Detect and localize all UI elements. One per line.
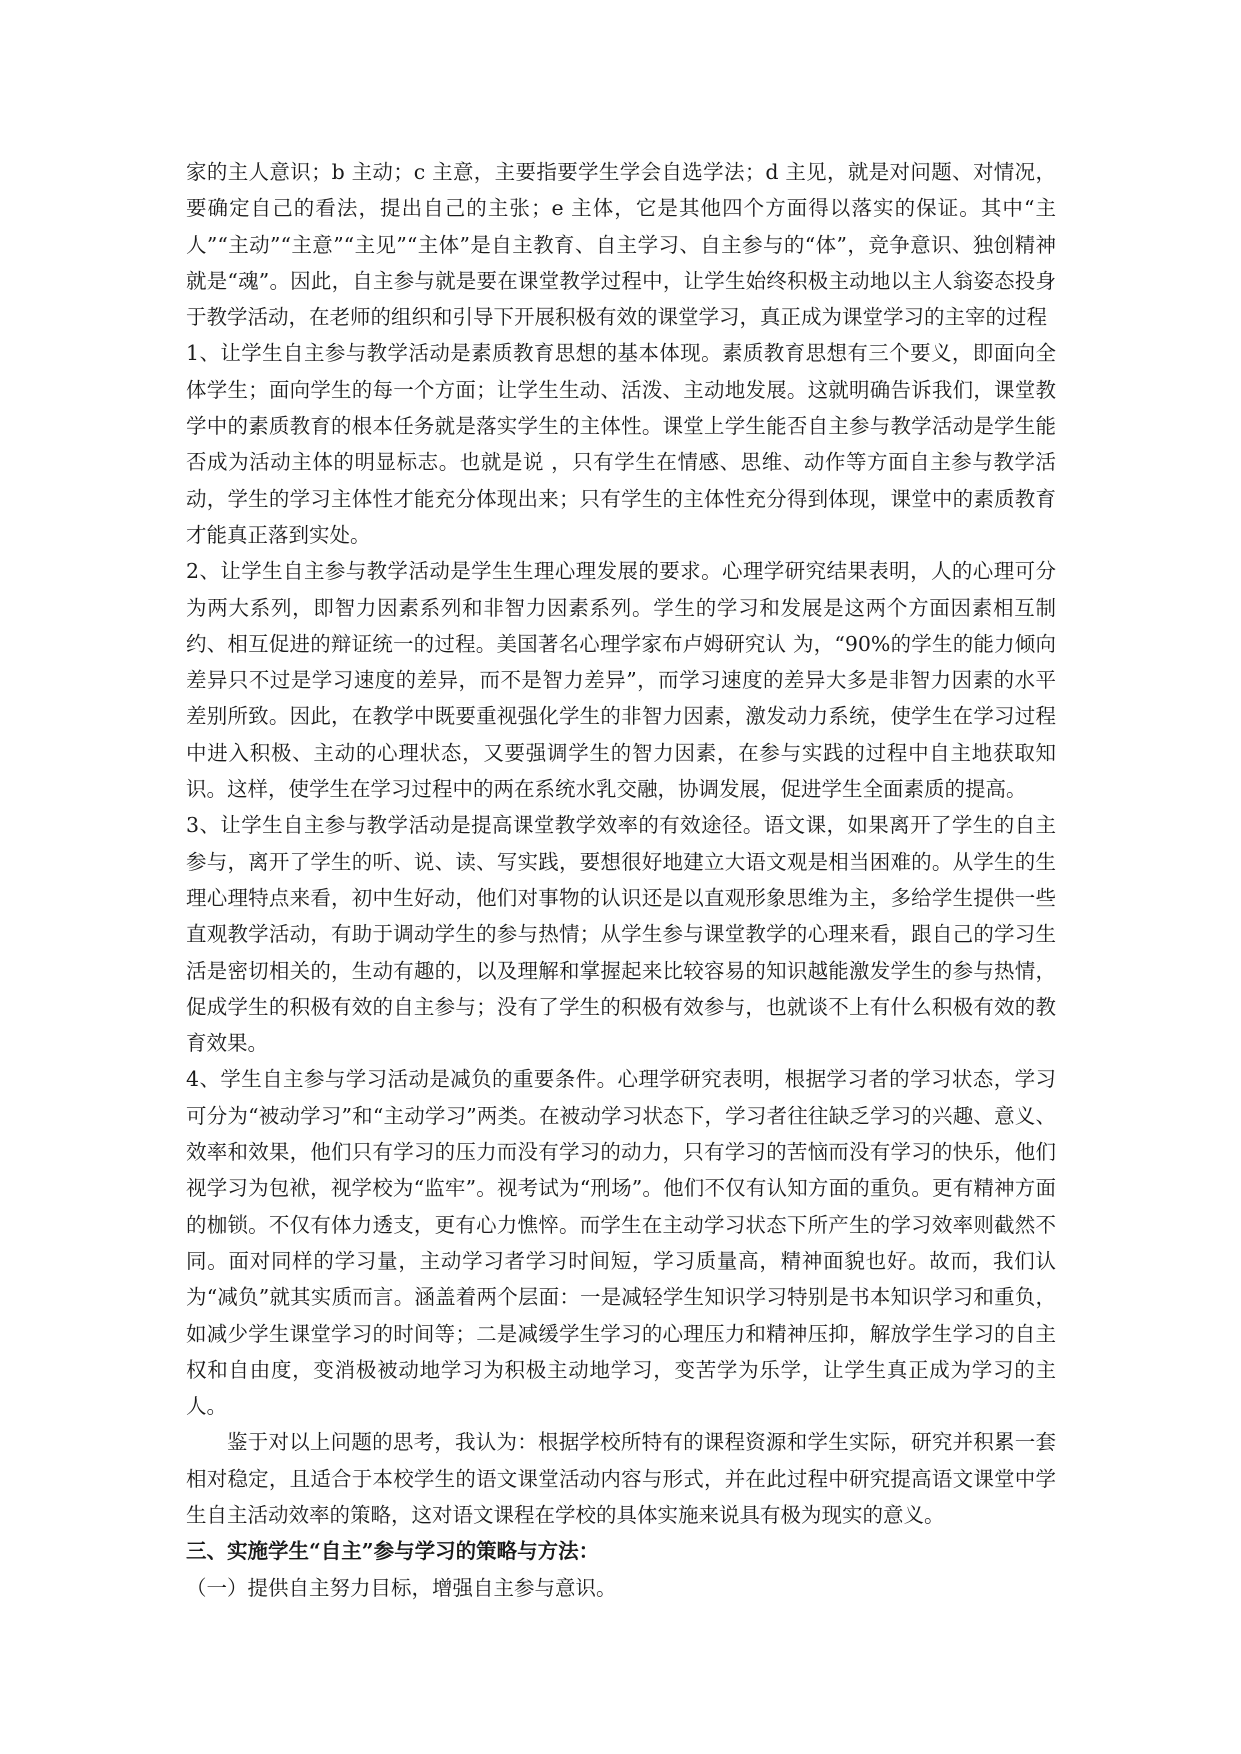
paragraph-point-4: 4、学生自主参与学习活动是减负的重要条件。心理学研究表明，根据学习者的学习状态，学习可分为“被动学习”和“主动学习”两类。在被动学习状态下，学习者往往缺乏学习的兴趣、意义、效率和效果，他们只有学习的压力而没有学习的动力，只有学习的苦恼而没有学习的快乐，他们视学习为包袱，视学校为“监牢”。视考试为“刑场”。他们不仅有认知方面的重负。更有精神方面的枷锁。不仅有体力透支，更有心力憔悴。而学生在主动学习状态下所产生的学习效率则截然不同。面对同样的学习量，主动学习者学习时间短，学习质量高，精神面貌也好。故而，我们认为“减负”就其实质而言。涵盖着两个层面：一是减轻学生知识学习特别是书本知识学习和重负，如减少学生课堂学习的时间等；二是减缓学生学习的心理压力和精神压抑，解放学生学习的自主权和自由度，变消极被动地学习为积极主动地学习，变苦学为乐学，让学生真正成为学习的主人。 (186, 1067, 1056, 1419)
paragraph-conclusion: 鉴于对以上问题的思考，我认为：根据学校所特有的课程资源和学生实际，研究并积累一套相对稳定，且适合于本校学生的语文课堂活动内容与形式，并在此过程中研究提高语文课堂中学生自主活动效率的策略，这对语文课程在学校的具体实施来说具有极为现实的意义。 (186, 1430, 1056, 1527)
paragraph-intro-continuation: 家的主人意识；b 主动；c 主意，主要指要学生学会自选学法；d 主见，就是对问题、对情况，要确定自己的看法，提出自己的主张；e 主体，它是其他四个方面得以落实的保证。其中“主人”“主动”“主意”“主见”“主体”是自主教育、自主学习、自主参与的“体”，竞争意识、独创精神就是“魂”。因此，自主参与就是要在课堂教学过程中，让学生始终积极主动地以主人翁姿态投身于教学活动，在老师的组织和引导下开展积极有效的课堂学习，真正成为课堂学习的主宰的过程 (186, 160, 1056, 330)
document-page (186, 154, 1056, 1606)
paragraph-point-3: 3、让学生自主参与教学活动是提高课堂教学效率的有效途径。语文课，如果离开了学生的自主参与，离开了学生的听、说、读、写实践，要想很好地建立大语文观是相当困难的。从学生的生理心理特点来看，初中生好动，他们对事物的认识还是以直观形象思维为主，多给学生提供一些直观教学活动，有助于调动学生的参与热情；从学生参与课堂教学的心理来看，跟自己的学习生活是密切相关的，生动有趣的，以及理解和掌握起来比较容易的知识越能激发学生的参与热情，促成学生的积极有效的自主参与；没有了学生的积极有效参与，也就谈不上有什么积极有效的教育效果。 (186, 813, 1056, 1056)
section-heading: 三、实施学生“自主”参与学习的策略与方法： (186, 1539, 600, 1564)
subsection-heading: （一）提供自主努力目标，增强自主参与意识。 (186, 1575, 617, 1600)
paragraph-point-2: 2、让学生自主参与教学活动是学生生理心理发展的要求。心理学研究结果表明，人的心理可分为两大系列，即智力因素系列和非智力因素系列。学生的学习和发展是这两个方面因素相互制约、相互促进的辩证统一的过程。美国著名心理学家布卢姆研究认 为，“90%的学生的能力倾向差异只不过是学习速度的差异，而不是智力差异”，而学习速度的差异大多是非智力因素的水平差别所致。因此，在教学中既要重视强化学生的非智力因素，激发动力系统，使学生在学习过程中进入积极、主动的心理状态，又要强调学生的智力因素，在参与实践的过程中自主地获取知识。这样，使学生在学习过程中的两在系统水乳交融，协调发展，促进学生全面素质的提高。 (186, 559, 1056, 802)
paragraph-point-1: 1、让学生自主参与教学活动是素质教育思想的基本体现。素质教育思想有三个要义，即面向全体学生；面向学生的每一个方面；让学生生动、活泼、主动地发展。这就明确告诉我们，课堂教学中的素质教育的根本任务就是落实学生的主体性。课堂上学生能否自主参与教学活动是学生能否成为活动主体的明显标志。也就是说 ，只有学生在情感、思维、动作等方面自主参与教学活动，学生的学习主体性才能充分体现出来；只有学生的主体性充分得到体现，课堂中的素质教育才能真正落到实处。 (186, 341, 1056, 547)
